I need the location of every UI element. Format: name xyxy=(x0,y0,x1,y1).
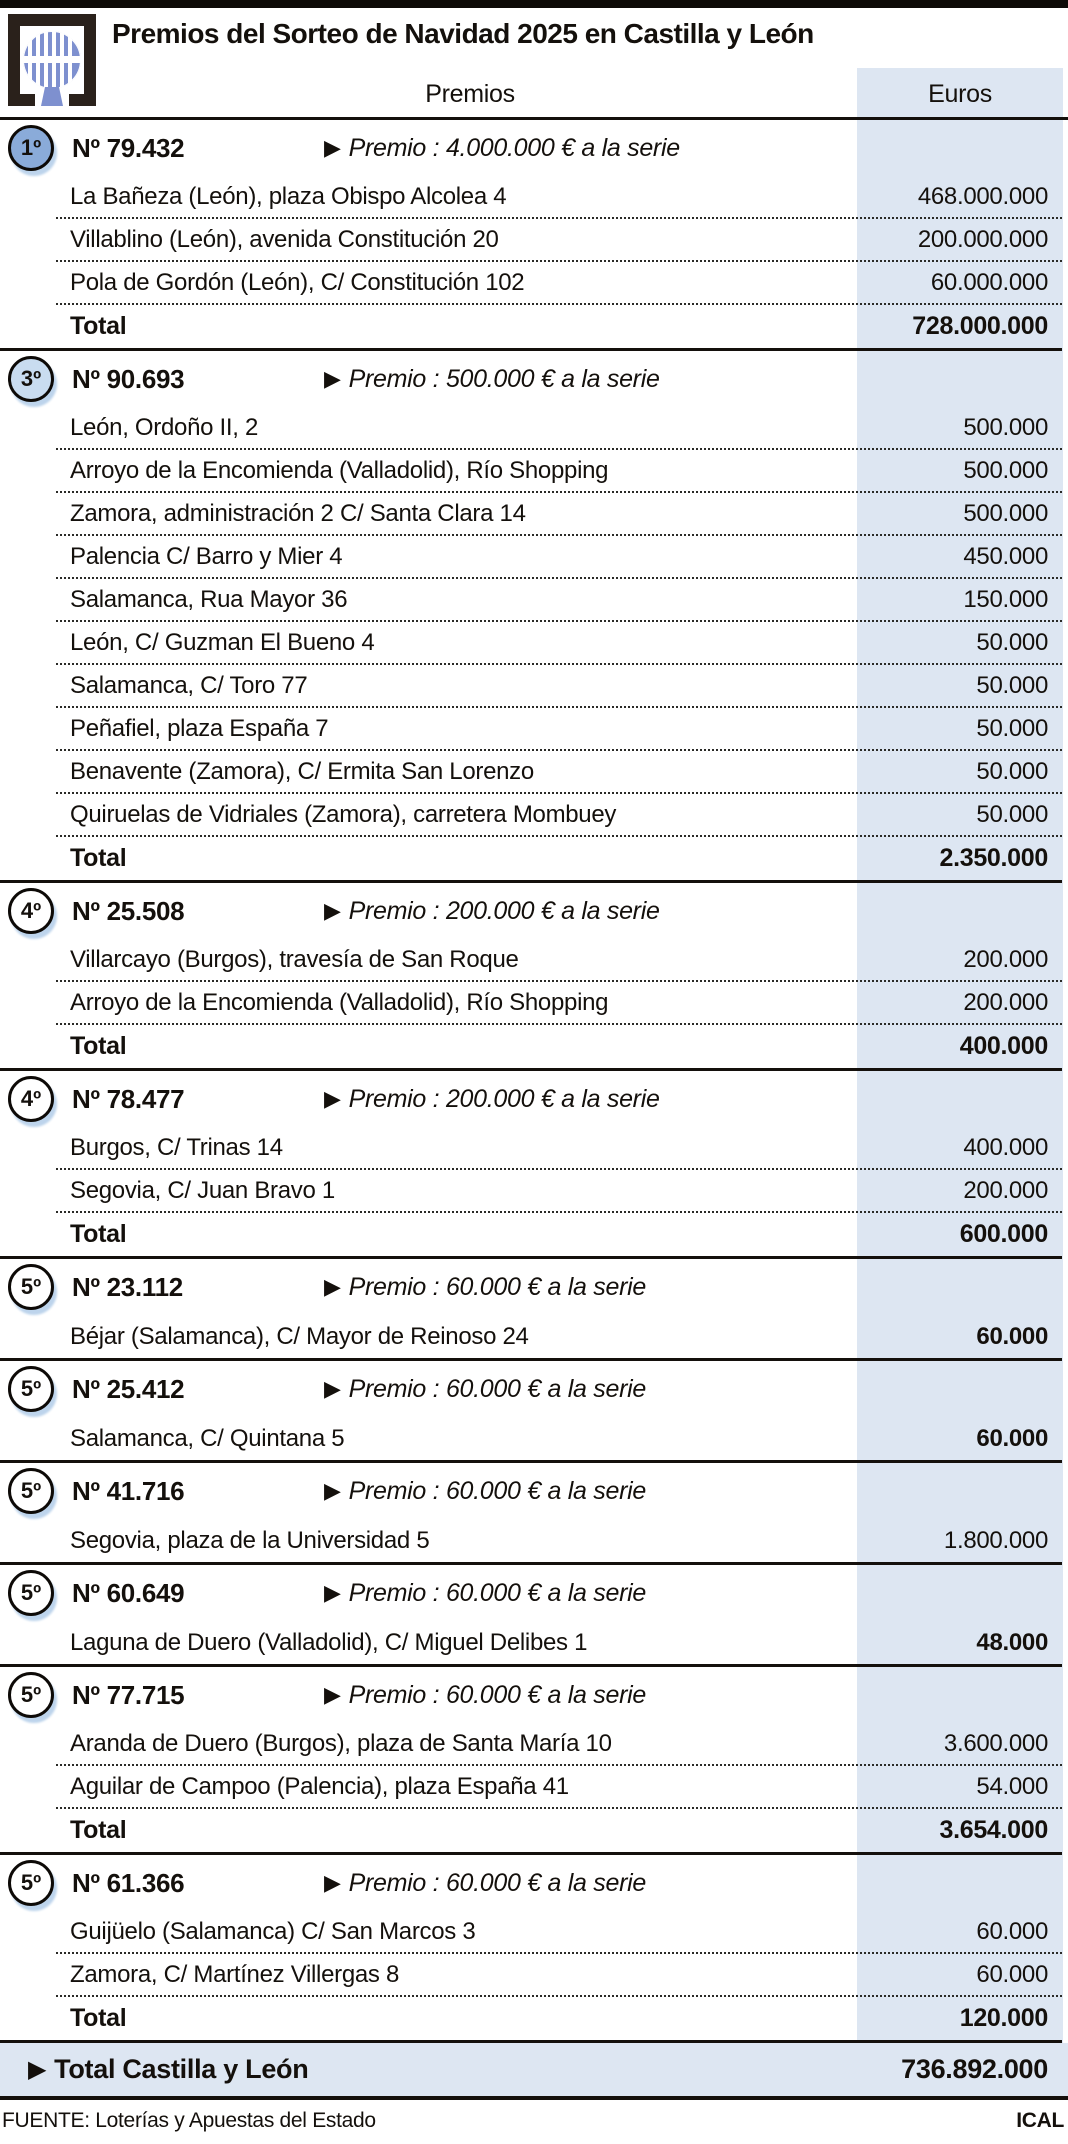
place: Segovia, C/ Juan Bravo 1 xyxy=(70,1176,335,1204)
euros-value: 500.000 xyxy=(963,456,1048,484)
premio-arrow-icon: ▶ xyxy=(324,135,341,160)
place: Zamora, administración 2 C/ Santa Clara 14 xyxy=(70,499,526,527)
draw-number: Nº 61.366 xyxy=(72,1867,185,1898)
euros-value: 200.000.000 xyxy=(917,225,1048,253)
prize-section xyxy=(0,1667,1062,1855)
total-value: 3.654.000 xyxy=(939,1816,1048,1844)
table-row xyxy=(56,1723,1062,1766)
place: Pola de Gordón (León), C/ Constitución 102 xyxy=(70,268,525,296)
total-value: 2.350.000 xyxy=(939,844,1048,872)
place: Aguilar de Campoo (Palencia), plaza España 41 xyxy=(70,1772,569,1800)
table-row xyxy=(56,982,1062,1025)
total-value: 120.000 xyxy=(959,2004,1048,2032)
rank-badge: 4º xyxy=(8,1076,54,1122)
premio-arrow-icon: ▶ xyxy=(324,1682,341,1707)
place: Burgos, C/ Trinas 14 xyxy=(70,1133,283,1161)
table-row xyxy=(56,751,1062,794)
place: Salamanca, C/ Quintana 5 xyxy=(70,1424,345,1452)
premio-line xyxy=(324,897,660,926)
section-rows xyxy=(0,176,1062,348)
section-total-row xyxy=(56,1997,1062,2040)
euros-value: 500.000 xyxy=(963,499,1048,527)
section-rows xyxy=(0,1417,1062,1460)
prize-section xyxy=(0,883,1062,1071)
table-content xyxy=(0,120,1068,2133)
premio-line xyxy=(324,1681,646,1710)
header xyxy=(0,8,1068,120)
rank-badge: 5º xyxy=(8,1468,54,1514)
section-total-row xyxy=(56,305,1062,348)
top-bar xyxy=(0,0,1068,8)
total-label: Total xyxy=(70,844,127,872)
table-row xyxy=(56,1417,1062,1460)
table-row xyxy=(56,622,1062,665)
section-header xyxy=(0,1855,1062,1911)
premio-text: Premio : 60.000 € a la serie xyxy=(348,1868,646,1897)
section-header xyxy=(0,1259,1062,1315)
sections xyxy=(0,120,1062,2043)
table-row xyxy=(56,407,1062,450)
premio-line xyxy=(324,365,660,394)
table-row xyxy=(56,493,1062,536)
section-total-row xyxy=(56,1025,1062,1068)
premio-text: Premio : 200.000 € a la serie xyxy=(348,1084,660,1113)
premio-text: Premio : 60.000 € a la serie xyxy=(348,1578,646,1607)
section-header xyxy=(0,1667,1062,1723)
rank-badge: 5º xyxy=(8,1860,54,1906)
prize-section xyxy=(0,351,1062,883)
euros-value: 468.000.000 xyxy=(917,182,1048,210)
premio-arrow-icon: ▶ xyxy=(324,898,341,923)
rank-badge: 3º xyxy=(8,356,54,402)
prize-section xyxy=(0,120,1062,351)
grand-total-value: 736.892.000 xyxy=(901,2054,1048,2084)
table-row xyxy=(56,1315,1062,1358)
table-row xyxy=(56,450,1062,493)
grand-total-row xyxy=(0,2043,1068,2100)
table-row xyxy=(56,1621,1062,1664)
rank-badge: 5º xyxy=(8,1570,54,1616)
section-header xyxy=(0,883,1062,939)
place: Villablino (León), avenida Constitución 20 xyxy=(70,225,499,253)
euros-value: 50.000 xyxy=(976,671,1048,699)
footer xyxy=(0,2100,1068,2133)
source-text: FUENTE: Loterías y Apuestas del Estado xyxy=(2,2109,376,2132)
premio-arrow-icon: ▶ xyxy=(324,1580,341,1605)
table-row xyxy=(56,579,1062,622)
section-rows xyxy=(0,1723,1062,1852)
prize-section xyxy=(0,1071,1062,1259)
total-value: 728.000.000 xyxy=(912,312,1048,340)
euros-value: 60.000 xyxy=(976,1322,1048,1350)
table-row xyxy=(56,939,1062,982)
total-value: 600.000 xyxy=(959,1220,1048,1248)
premio-text: Premio : 200.000 € a la serie xyxy=(348,896,660,925)
total-label: Total xyxy=(70,1220,127,1248)
place: Laguna de Duero (Valladolid), C/ Miguel Delibes 1 xyxy=(70,1628,588,1656)
section-rows xyxy=(0,939,1062,1068)
draw-number: Nº 25.508 xyxy=(72,895,185,926)
rank-badge: 5º xyxy=(8,1366,54,1412)
euros-value: 1.800.000 xyxy=(943,1526,1048,1554)
table-row xyxy=(56,794,1062,837)
table-row xyxy=(56,1127,1062,1170)
place: León, Ordoño II, 2 xyxy=(70,413,259,441)
place: León, C/ Guzman El Bueno 4 xyxy=(70,628,375,656)
rank-badge: 1º xyxy=(8,125,54,171)
section-total-row xyxy=(56,837,1062,880)
section-rows xyxy=(0,1519,1062,1562)
place: Guijüelo (Salamanca) C/ San Marcos 3 xyxy=(70,1917,476,1945)
premio-text: Premio : 60.000 € a la serie xyxy=(348,1272,646,1301)
prize-section xyxy=(0,1855,1062,2043)
premio-arrow-icon: ▶ xyxy=(324,1478,341,1503)
place: Aranda de Duero (Burgos), plaza de Santa María 10 xyxy=(70,1729,612,1757)
total-label: Total xyxy=(70,312,127,340)
premio-line xyxy=(324,1477,646,1506)
euros-value: 60.000.000 xyxy=(930,268,1048,296)
premio-text: Premio : 4.000.000 € a la serie xyxy=(348,133,680,162)
place: Quiruelas de Vidriales (Zamora), carretera Mombuey xyxy=(70,800,617,828)
table-row xyxy=(56,176,1062,219)
euros-value: 60.000 xyxy=(976,1960,1048,1988)
table-row xyxy=(56,1519,1062,1562)
euros-value: 50.000 xyxy=(976,757,1048,785)
rank-badge: 4º xyxy=(8,888,54,934)
draw-number: Nº 79.432 xyxy=(72,132,185,163)
premio-text: Premio : 60.000 € a la serie xyxy=(348,1374,646,1403)
place: Arroyo de la Encomienda (Valladolid), Río Shopping xyxy=(70,456,609,484)
premio-arrow-icon: ▶ xyxy=(324,366,341,391)
rank-badge: 5º xyxy=(8,1264,54,1310)
euros-value: 450.000 xyxy=(963,542,1048,570)
euros-value: 200.000 xyxy=(963,988,1048,1016)
section-rows xyxy=(0,1127,1062,1256)
lottery-logo-icon xyxy=(8,14,98,111)
section-header xyxy=(0,351,1062,407)
draw-number: Nº 25.412 xyxy=(72,1373,185,1404)
premio-line xyxy=(324,1869,646,1898)
premio-line xyxy=(324,1085,660,1114)
section-header xyxy=(0,1071,1062,1127)
place: Béjar (Salamanca), C/ Mayor de Reinoso 24 xyxy=(70,1322,529,1350)
euros-value: 50.000 xyxy=(976,714,1048,742)
euros-value: 3.600.000 xyxy=(943,1729,1048,1757)
place: Salamanca, Rua Mayor 36 xyxy=(70,585,348,613)
total-label: Total xyxy=(70,1032,127,1060)
draw-number: Nº 78.477 xyxy=(72,1083,185,1114)
table-row xyxy=(56,1170,1062,1213)
table-row xyxy=(56,708,1062,751)
section-header xyxy=(0,120,1062,176)
premio-line xyxy=(324,1375,646,1404)
premio-text: Premio : 500.000 € a la serie xyxy=(348,364,660,393)
column-header-premios: Premios xyxy=(425,80,515,108)
credit-text: ICAL xyxy=(1016,2109,1064,2132)
table-row xyxy=(56,665,1062,708)
euros-value: 60.000 xyxy=(976,1424,1048,1452)
euros-value: 150.000 xyxy=(963,585,1048,613)
section-rows xyxy=(0,1621,1062,1664)
total-value: 400.000 xyxy=(959,1032,1048,1060)
draw-number: Nº 41.716 xyxy=(72,1475,185,1506)
premio-text: Premio : 60.000 € a la serie xyxy=(348,1476,646,1505)
euros-value: 50.000 xyxy=(976,628,1048,656)
premio-line xyxy=(324,134,680,163)
euros-value: 48.000 xyxy=(976,1628,1048,1656)
grand-total-arrow-icon: ▶ xyxy=(28,2056,47,2083)
euros-value: 500.000 xyxy=(963,413,1048,441)
euros-value: 200.000 xyxy=(963,945,1048,973)
premio-line xyxy=(324,1579,646,1608)
place: Palencia C/ Barro y Mier 4 xyxy=(70,542,343,570)
prize-section xyxy=(0,1361,1062,1463)
table-row xyxy=(56,1911,1062,1954)
draw-number: Nº 90.693 xyxy=(72,363,185,394)
draw-number: Nº 23.112 xyxy=(72,1271,183,1302)
premio-text: Premio : 60.000 € a la serie xyxy=(348,1680,646,1709)
table-row xyxy=(56,219,1062,262)
draw-number: Nº 60.649 xyxy=(72,1577,185,1608)
place: Salamanca, C/ Toro 77 xyxy=(70,671,308,699)
section-header xyxy=(0,1565,1062,1621)
section-header xyxy=(0,1463,1062,1519)
place: Zamora, C/ Martínez Villergas 8 xyxy=(70,1960,400,1988)
section-total-row xyxy=(56,1213,1062,1256)
rank-badge: 5º xyxy=(8,1672,54,1718)
place: Benavente (Zamora), C/ Ermita San Lorenzo xyxy=(70,757,534,785)
euros-value: 54.000 xyxy=(976,1772,1048,1800)
draw-number: Nº 77.715 xyxy=(72,1679,185,1710)
premio-arrow-icon: ▶ xyxy=(324,1870,341,1895)
euros-value: 50.000 xyxy=(976,800,1048,828)
premio-arrow-icon: ▶ xyxy=(324,1086,341,1111)
prize-section xyxy=(0,1565,1062,1667)
table-row xyxy=(56,262,1062,305)
place: Segovia, plaza de la Universidad 5 xyxy=(70,1526,430,1554)
table-row xyxy=(56,1766,1062,1809)
premio-line xyxy=(324,1273,646,1302)
premio-arrow-icon: ▶ xyxy=(324,1274,341,1299)
place: Villarcayo (Burgos), travesía de San Roque xyxy=(70,945,519,973)
euros-value: 400.000 xyxy=(963,1133,1048,1161)
euros-value: 60.000 xyxy=(976,1917,1048,1945)
euros-value: 200.000 xyxy=(963,1176,1048,1204)
section-header xyxy=(0,1361,1062,1417)
table-row xyxy=(56,536,1062,579)
place: Peñafiel, plaza España 7 xyxy=(70,714,329,742)
prize-section xyxy=(0,1463,1062,1565)
section-total-row xyxy=(56,1809,1062,1852)
table-row xyxy=(56,1954,1062,1997)
section-rows xyxy=(0,1315,1062,1358)
total-label: Total xyxy=(70,1816,127,1844)
section-rows xyxy=(0,1911,1062,2040)
total-label: Total xyxy=(70,2004,127,2032)
column-header-euros: Euros xyxy=(928,80,992,108)
place: La Bañeza (León), plaza Obispo Alcolea 4 xyxy=(70,182,507,210)
prize-section xyxy=(0,1259,1062,1361)
section-rows xyxy=(0,407,1062,880)
premio-arrow-icon: ▶ xyxy=(324,1376,341,1401)
place: Arroyo de la Encomienda (Valladolid), Río Shopping xyxy=(70,988,609,1016)
page-title: Premios del Sorteo de Navidad 2025 en Castilla y León xyxy=(112,18,814,49)
grand-total-label: Total Castilla y León xyxy=(54,2054,309,2084)
